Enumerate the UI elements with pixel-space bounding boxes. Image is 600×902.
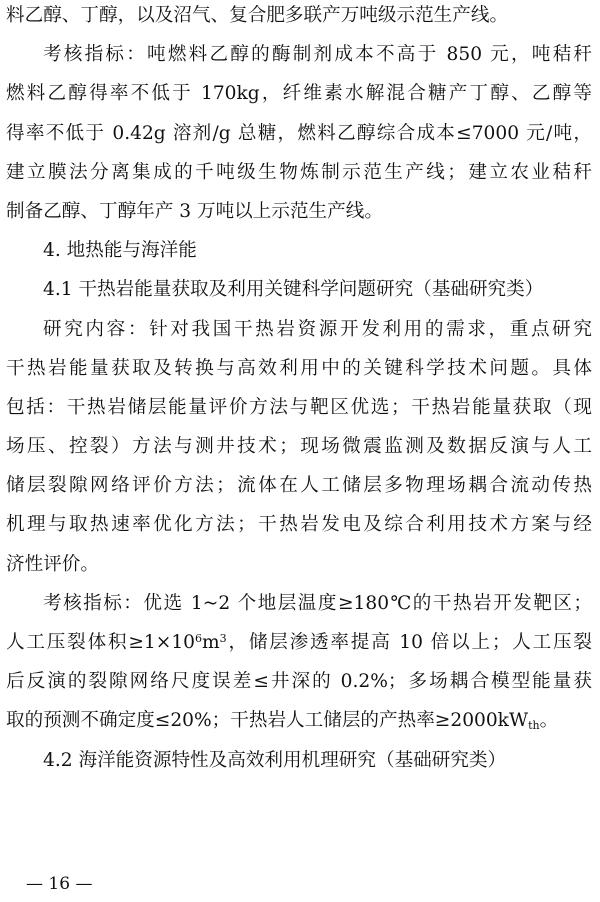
subsection-heading: 4.1 干热岩能量获取及利用关键科学问题研究（基础研究类） [43, 279, 544, 301]
text-run: 人工压裂体积≥1×10 [6, 632, 196, 653]
text-line: 料乙醇、丁醇，以及沼气、复合肥多联产万吨级示范生产线。 [6, 5, 509, 26]
text-line: 考核指标：吨燃料乙醇的酶制剂成本不高于 850 元，吨秸秆 [43, 44, 592, 66]
text-line: 机理与取热速率优化方法；干热岩发电及综合利用技术方案与经 [6, 514, 592, 536]
page-number: — 16 — [26, 874, 93, 894]
text-run: m [202, 632, 220, 653]
text-line: 考核指标：优选 1~2 个地层温度≥180℃的干热岩开发靶区； [43, 592, 592, 614]
text-run: 。 [539, 710, 559, 732]
text-line: 场压、控裂）方法与测井技术；现场微震监测及数据反演与人工 [6, 436, 592, 458]
body-text [6, 0, 592, 780]
text-run: 取的预测不确定度≤20%；干热岩人工储层的产热率≥2000kW [6, 710, 529, 732]
subsection-heading: 4.2 海洋能资源特性及高效利用机理研究（基础研究类） [43, 749, 507, 771]
text-line: 济性评价。 [6, 553, 99, 575]
section-heading: 4. 地热能与海洋能 [43, 240, 197, 262]
text-line: 制备乙醇、丁醇年产 3 万吨以上示范生产线。 [6, 200, 383, 222]
text-line [6, 623, 592, 662]
text-line [6, 701, 592, 740]
text-line: 燃料乙醇得率不低于 170kg，纤维素水解混合糖产丁醇、乙醇等 [6, 83, 592, 105]
text-line: 干热岩能量获取及转换与高效利用中的关键科学技术问题。具体 [6, 357, 592, 379]
subscript: th [528, 719, 540, 733]
text-line: 储层裂隙网络评价方法；流体在人工储层多物理场耦合流动传热 [6, 475, 592, 497]
text-line: 建立膜法分离集成的千吨级生物炼制示范生产线；建立农业秸秆 [6, 161, 592, 183]
text-run: ，储层渗透率提高 10 倍以上；人工压裂 [226, 632, 592, 653]
superscript: 6 [195, 632, 203, 645]
text-line: 后反演的裂隙网络尺度误差≤井深的 0.2%；多场耦合模型能量获 [6, 671, 592, 693]
text-line: 得率不低于 0.42g 溶剂/g 总糖，燃料乙醇综合成本≤7000 元/吨， [6, 122, 592, 144]
superscript: 3 [219, 632, 227, 645]
text-line: 包括：干热岩储层能量评价方法与靶区优选；干热岩能量获取（现 [6, 396, 592, 418]
text-line: 研究内容：针对我国干热岩资源开发利用的需求，重点研究 [43, 318, 592, 340]
